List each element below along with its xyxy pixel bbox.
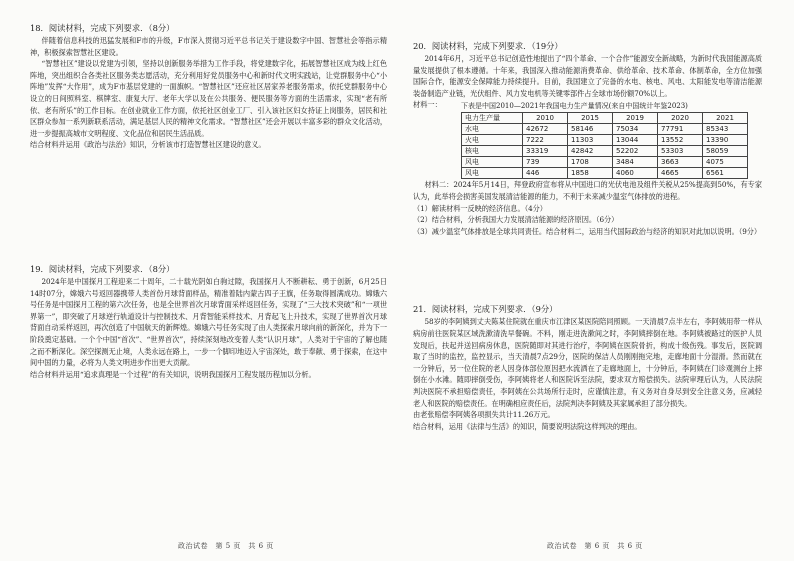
table-header-cell: 2010 (523, 113, 568, 124)
q19-task: 结合材料并运用“追求真理是一个过程”的有关知识，说明我国探月工程发展历程加以分析。 (30, 369, 316, 379)
q18-task: 结合材料并运用《政治与法治》知识，分析该市打造智慧社区建设的意义。 (30, 140, 266, 150)
table-cell: 1708 (568, 157, 613, 168)
table-cell: 52202 (613, 146, 658, 157)
table-row (462, 146, 748, 157)
q19-paragraph-1: 2024年是中国探月工程迎来二十周年，二十载光阴如白驹过隙，我国探月人不断耕耘、勇于创新，6月25日14时07分，嫦娥六号返回器携带人类首份月球背面样品，精准着陆内蒙古四子王旗，任务取得圆满成功。嫦娥六号任务是中国探月工程的第六次任务，也是全世界首次月球背面采样返回任务，实现了“三大技术突破”和“一项世界第一”，即突破了月球逆行轨道设计与控制技术、月背智能采样技术、月背起飞上升技术，实现了世界首次月球背面自动采样返回，再次创造了中国航天的新辉煌。嫦娥六号任务实现了由人类探索月球向前的新深化，并为下一阶段奠定基础。一个个中国“首次”、“世界首次”，持续深刻地改变着人类“认识月球”，人类对于宇宙的了解也随之而不断深化。深空探测无止境，人类永远在路上，一步一个脚印地迈入宇宙深处，敢于奉献、勇于探索，在这中间中国的力量，必将为人类文明进步作出更大贡献。 (30, 276, 387, 368)
table-cell: 核电 (462, 146, 523, 157)
table-header-cell: 2020 (658, 113, 703, 124)
electricity-table (461, 112, 748, 179)
table-cell: 58146 (568, 124, 613, 135)
table-cell: 446 (523, 168, 568, 179)
q19-heading: 19．阅读材料，完成下列要求．（8分） (30, 263, 175, 274)
table-header-cell: 2015 (568, 113, 613, 124)
table-cell: 33319 (523, 146, 568, 157)
table-row (462, 124, 748, 135)
table-cell: 1858 (568, 168, 613, 179)
material-1-block (413, 99, 762, 179)
q20-heading: 20．阅读材料，完成下列要求．（19分） (413, 41, 563, 51)
table-cell: 11303 (568, 135, 613, 146)
table-cell: 13552 (658, 135, 703, 146)
q21-heading: 21．阅读材料，完成下列要求．（9分） (413, 304, 558, 315)
table-cell: 6561 (703, 168, 748, 179)
q21-task: 结合材料，运用《法律与生活》的知识，简要说明法院这样判决的理由。 (413, 421, 642, 431)
table-row (462, 157, 748, 168)
table-cell: 7222 (523, 135, 568, 146)
q20-task-3: （3）减少温室气体排放是全球共同责任。结合材料二，运用当代国际政治与经济的知识对此加以说明。（9分） (413, 226, 762, 236)
table-cell: 4665 (658, 168, 703, 179)
q18-paragraph-2: “智慧社区”建设以党建为引领，坚持以创新服务举措为工作手段，将党建数字化，拓展智慧社区成为线上红色阵地，突出组织合各类社区服务类志愿活动，充分利用好党员服务中心和新时代文明实践站，让党群服务中心“小阵地”发挥“大作用”，成为F市基层党建的一面旗帜。“智慧社区”还应社区居家养老服务需求，依托党群服务中心设立的日间照料室、棋牌室、康复大厅、老年大学以及在公共服务、便民服务等方面的生活需求，实现“老有所依、老有所乐”的工作目标。在创业就业工作方面，依托社区创业工厂、引入该社区妇女持证上岗服务，居民和社区群众参加一系列新联系活动，满足基层人民的精神文化需求。“智慧社区”还会开展以丰富多彩的群众文化活动，进一步提振高城市文明程度、文化品位和居民生活品质。 (30, 59, 387, 138)
table-cell: 火电 (462, 135, 523, 146)
q18-paragraph-1: 伴随着信息科技的迅猛发展和F市的升级，F市深入贯彻习近平总书记关于建设数字中国、智慧社会等指示精神，积极探索智慧社区建设。 (30, 36, 387, 57)
table-cell: 739 (523, 157, 568, 168)
table-cell: 42672 (523, 124, 568, 135)
table-cell: 85343 (703, 124, 748, 135)
q20-paragraph-1: 2014年6月，习近平总书记创造性地提出了“四个革命、一个合作”能源安全新战略，为新时代我国能源高质量发展提供了根本遵循。十年来，我国深入推动能源消费革命、供给革命、技术革命、体制革命，全方位加强国际合作，能源安全保障能力持续提升。目前，我国建立了完备的水电、核电、风电、太阳能发电等清洁能源装备制造产业链，光伏组件、风力发电机等关键零部件占全球市场份额70%以上。 (413, 54, 762, 98)
table-cell: 13390 (703, 135, 748, 146)
table-caption: 下表是中国2010—2021年我国电力生产量情况(来自中国统计年鉴2023) (461, 102, 688, 111)
q20-task-1: （1）解读材料一反映的经济信息。（4分） (413, 203, 547, 213)
right-page-footer: 政治试卷 第 6 页 共 6 页 (547, 542, 643, 550)
table-header-cell: 2021 (703, 113, 748, 124)
table-row (462, 135, 748, 146)
q21-paragraph-1: 58岁的李阿姨到丈夫陈某住院就在重庆市江津区某医院陪同照顾。一天清晨7点半左右，李阿姨用带一样从病房前往医院某区域洗漱清洗早餐碗。不料，刚走进洗漱间之时，李阿姨摔倒在地。李阿姨被路过的医护人员发现后，扶起并送回病房休息，医院随即对其进行治疗，李阿姨在医院骨折，构成十级伤残。事发后，医院调取了当时的监控，监控显示，当天清晨7点29分，医院的保洁人员刚刚拖完地，走廊地面十分湿滑。然而就在一分钟后，另一位住院的老人因身体部位原因把水流洒在了走廊地面上，十分钟后，李阿姨在门诊观测台上摔倒在小水滩。随即摔倒受伤，李阿姨将老人和医院诉至法院，要求双方赔偿损失。法院审理后认为，人民法院判决医院不承担赔偿责任，李阿姨在公共场所行走时，应谨慎注意，有义务对自身尽到安全注意义务，应减轻老人和医院的赔偿责任。在明确相应责任后，法院判决李阿姨及其家属承担了部分损失。 (413, 317, 762, 408)
table-cell: 3484 (613, 157, 658, 168)
table-header-row (462, 113, 748, 124)
q20-task-2: （2）结合材料，分析我国大力发展清洁能源的经济原因。（6分） (413, 215, 619, 225)
q18-heading: 18．阅读材料，完成下列要求．（8分） (30, 23, 175, 33)
table-row (462, 168, 748, 179)
material-1-label: 材料一： (413, 100, 442, 110)
table-cell: 风电 (462, 168, 523, 179)
table-cell: 75034 (613, 124, 658, 135)
table-cell: 3663 (658, 157, 703, 168)
q20-material-2: 材料二：2024年5月14日，拜登政府宣布将从中国进口的光伏电池及组件关税从25%提高到50%，有专家认为，此举将会损害美国发展清洁能源的能力，不利于未来减少温室气体排放的进程。 (413, 180, 762, 201)
table-cell: 13044 (613, 135, 658, 146)
right-page (397, 0, 794, 561)
table-header-cell: 2019 (613, 113, 658, 124)
table-cell: 77791 (658, 124, 703, 135)
table-cell: 42842 (568, 146, 613, 157)
left-page-footer: 政治试卷 第 5 页 共 6 页 (178, 542, 274, 550)
table-header-cell: 电力生产量 (462, 113, 523, 124)
table-cell: 风电 (462, 157, 523, 168)
table-cell: 58059 (703, 146, 748, 157)
table-cell: 水电 (462, 124, 523, 135)
table-cell: 4075 (703, 157, 748, 168)
q21-paragraph-2: 由老张赔偿李阿姨各项损失共计11.26万元。 (413, 410, 555, 420)
table-cell: 4060 (613, 168, 658, 179)
table-cell: 53303 (658, 146, 703, 157)
